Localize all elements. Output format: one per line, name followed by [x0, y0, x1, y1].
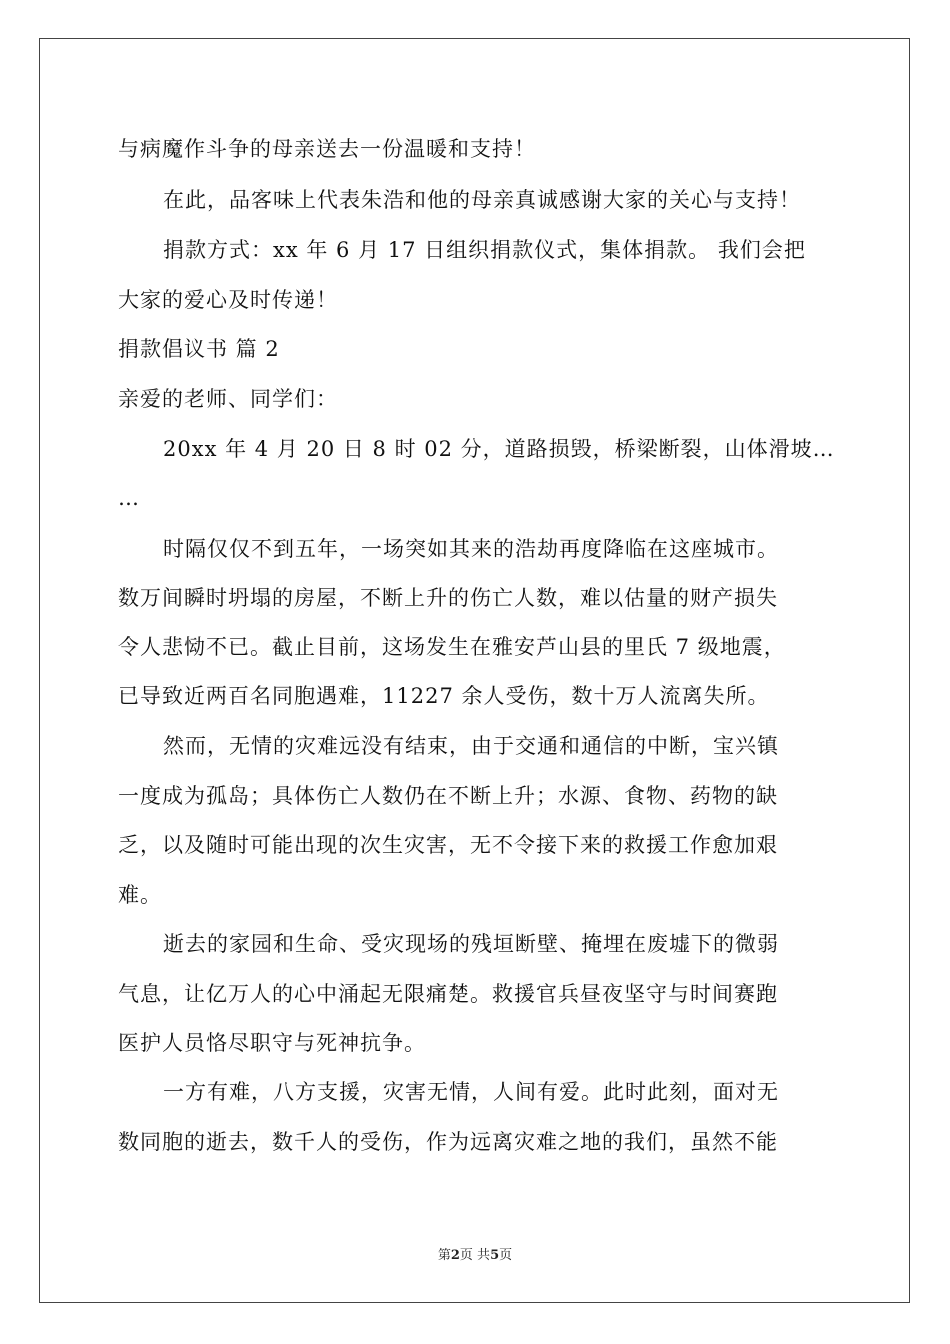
- current-page-number: 2: [450, 1248, 460, 1263]
- footer-prefix: 第: [437, 1248, 451, 1263]
- footer-suffix: 页: [499, 1248, 513, 1263]
- text-line: 数同胞的逝去，数千人的受伤，作为远离灾难之地的我们，虽然不能: [118, 1130, 778, 1154]
- page-frame: [39, 38, 910, 1303]
- text-line: 然而，无情的灾难远没有结束，由于交通和通信的中断，宝兴镇: [163, 734, 779, 758]
- text-line: 20xx 年 4 月 20 日 8 时 02 分，道路损毁，桥梁断裂，山体滑坡…: [163, 437, 835, 461]
- total-page-number: 5: [490, 1248, 500, 1263]
- text-line: …: [118, 486, 140, 510]
- text-line: 大家的爱心及时传递！: [118, 288, 338, 312]
- text-line: 医护人员恪尽职守与死神抗争。: [118, 1031, 426, 1055]
- text-line: 与病魔作斗争的母亲送去一份温暖和支持！: [118, 137, 536, 161]
- text-line: 时隔仅仅不到五年，一场突如其来的浩劫再度降临在这座城市。: [163, 537, 779, 561]
- text-line: 气息，让亿万人的心中涌起无限痛楚。救援官兵昼夜坚守与时间赛跑: [118, 982, 778, 1006]
- text-line: 在此，品客味上代表朱浩和他的母亲真诚感谢大家的关心与支持！: [163, 188, 801, 212]
- text-line: 乏，以及随时可能出现的次生灾害，无不令接下来的救援工作愈加艰: [118, 833, 778, 857]
- text-line: 难。: [118, 883, 162, 907]
- text-line: 数万间瞬时坍塌的房屋，不断上升的伤亡人数，难以估量的财产损失: [118, 586, 778, 610]
- text-line: 一方有难，八方支援，灾害无情，人间有爱。此时此刻，面对无: [163, 1080, 779, 1104]
- section-heading: 捐款倡议书 篇 2: [118, 337, 280, 361]
- footer-mid: 页 共: [459, 1248, 491, 1263]
- text-line: 已导致近两百名同胞遇难，11227 余人受伤，数十万人流离失所。: [118, 684, 770, 708]
- text-line: 捐款方式：xx 年 6 月 17 日组织捐款仪式，集体捐款。 我们会把: [163, 238, 806, 262]
- text-line: 令人悲恸不已。截止目前，这场发生在雅安芦山县的里氏 7 级地震，: [118, 635, 786, 659]
- page-number-footer: [0, 1247, 950, 1265]
- text-line: 一度成为孤岛；具体伤亡人数仍在不断上升；水源、食物、药物的缺: [118, 784, 778, 808]
- text-line: 逝去的家园和生命、受灾现场的残垣断壁、掩埋在废墟下的微弱: [163, 932, 779, 956]
- salutation: 亲爱的老师、同学们：: [118, 387, 338, 411]
